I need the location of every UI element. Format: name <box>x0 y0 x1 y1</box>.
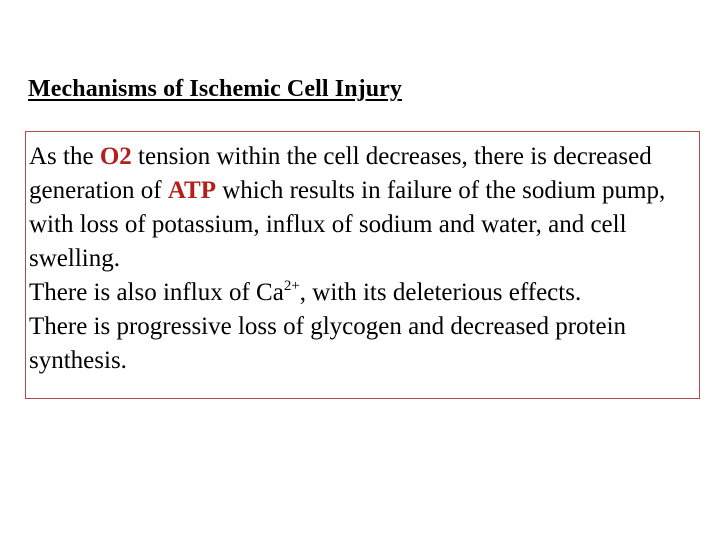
slide-title: Mechanisms of Ischemic Cell Injury <box>28 76 403 102</box>
para1-text-3: which results in failure of the sodium pump, with loss of potassium, influx of sodium and water, and cell swelling. <box>29 177 666 272</box>
paragraph-calcium <box>29 276 699 310</box>
para2-text-2: , with its deleterious effects. <box>299 279 582 306</box>
para2-text-1: There is also influx of Ca <box>29 279 284 306</box>
o2-highlight: O2 <box>99 143 132 170</box>
para3-text-1: There is progressive loss of glycogen and decreased protein synthesis. <box>29 313 627 374</box>
para1-text-2: tension within the cell decreases, there is decreased generation of <box>29 143 652 204</box>
atp-highlight: ATP <box>167 177 216 204</box>
para1-text-1: As the <box>29 143 100 170</box>
calcium-charge-superscript: 2+ <box>283 277 300 294</box>
content-box <box>25 131 700 399</box>
paragraph-glycogen <box>29 310 699 378</box>
paragraph-oxygen-atp <box>29 140 699 276</box>
